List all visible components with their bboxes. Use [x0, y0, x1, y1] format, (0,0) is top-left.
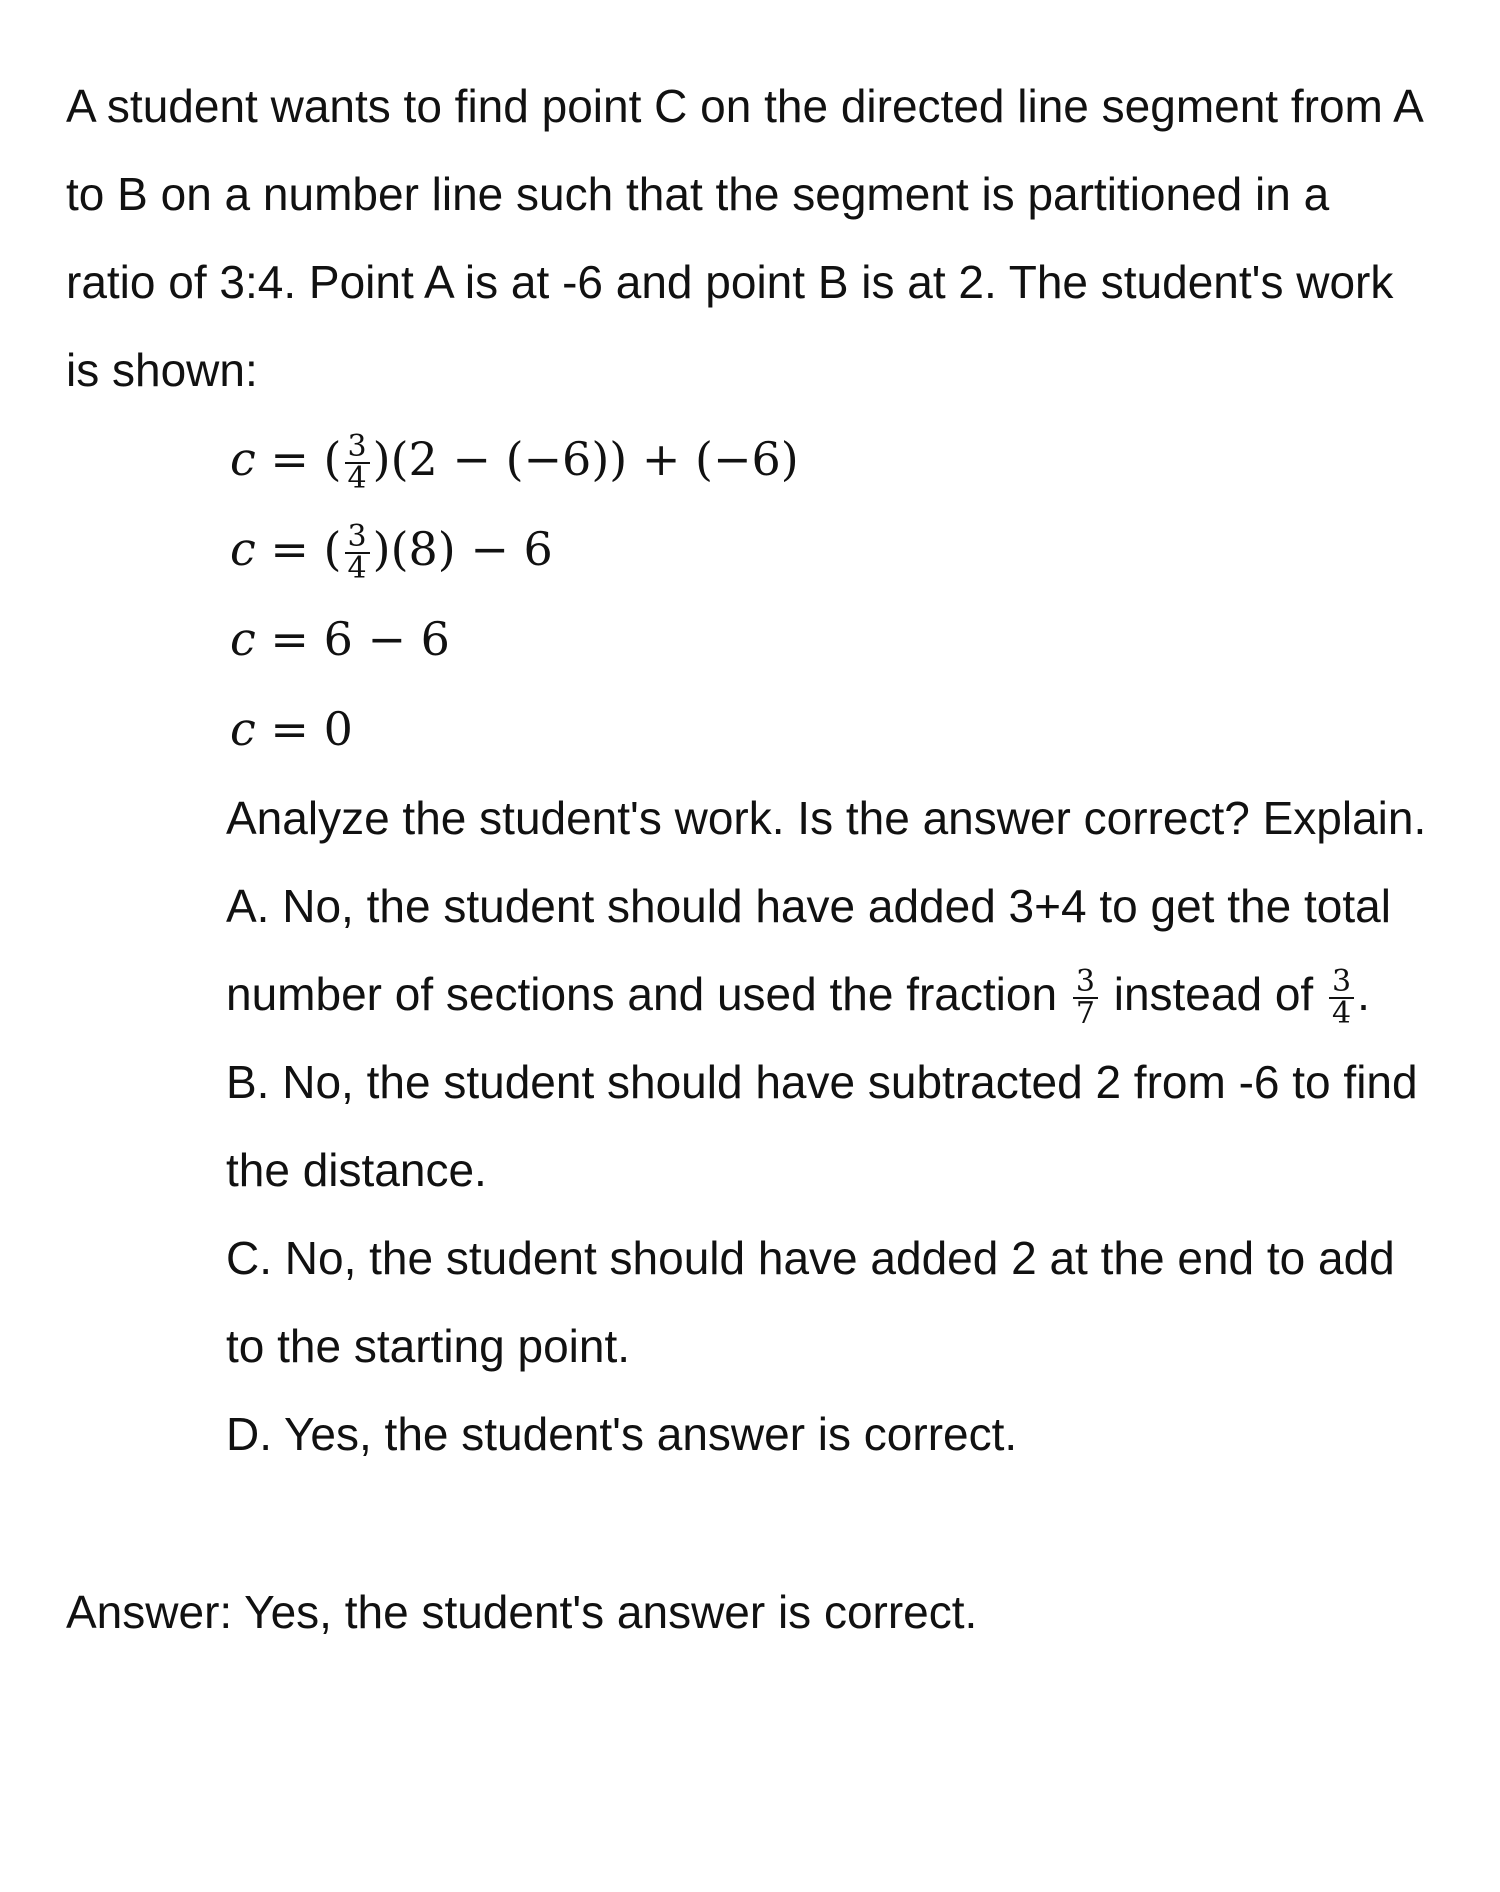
- expression: (2 − (−6)) + (−6): [390, 432, 799, 486]
- option-a-text-mid: instead of: [1113, 968, 1314, 1020]
- equals: =: [270, 702, 309, 756]
- numerator: 3: [1329, 967, 1354, 999]
- denominator: 4: [347, 551, 367, 586]
- work-line-1: c = ( $\frac{3}{4}$ )(2 − (−6)) + (−6): [230, 429, 799, 496]
- variable: c: [230, 432, 256, 486]
- option-a-period: .: [1357, 968, 1370, 1020]
- expression: 6 − 6: [323, 612, 450, 666]
- numerator: 3: [1073, 967, 1098, 999]
- equals: =: [270, 522, 309, 576]
- work-line-4: [230, 684, 1430, 774]
- numerator: 3: [345, 522, 370, 554]
- numerator: 3: [345, 432, 370, 464]
- fraction-3-7: [1073, 963, 1098, 1031]
- work-line-3: [230, 594, 1430, 684]
- equals: =: [270, 612, 309, 666]
- prompt-text: Analyze the student's work. Is the answer correct? Explain.: [226, 792, 1427, 844]
- equals: =: [270, 432, 309, 486]
- fraction: [345, 429, 370, 496]
- question-text: A student wants to find point C on the directed line segment from A to B on a number line such that the segment is partitioned in a ratio of 3:4. Point A is at -6 and point B is at 2. The student's work is shown:: [66, 80, 1422, 396]
- option-d: D. Yes, the student's answer is correct.: [226, 1408, 1018, 1460]
- student-work: [230, 414, 1430, 774]
- expression: (8) − 6: [390, 522, 553, 576]
- variable: c: [230, 612, 256, 666]
- variable: c: [230, 522, 256, 576]
- work-line-2: c = ( $\frac{3}{4}$ )(8) − 6: [230, 519, 553, 586]
- fraction: [345, 519, 370, 586]
- expression: 0: [323, 702, 353, 756]
- variable: c: [230, 702, 256, 756]
- option-c: C. No, the student should have added 2 at the end to add to the starting point.: [226, 1232, 1395, 1372]
- denominator: 7: [1075, 995, 1095, 1031]
- prompt-and-options: [226, 774, 1430, 1478]
- answer-text: Answer: Yes, the student's answer is correct.: [66, 1586, 978, 1638]
- fraction-3-4: [1329, 963, 1354, 1031]
- option-a: [226, 862, 1430, 1038]
- option-b: B. No, the student should have subtracted 2 from -6 to find the distance.: [226, 1056, 1418, 1196]
- denominator: 4: [347, 461, 367, 496]
- option-a-text: A. No, the student should have added 3+4 to get the total number of sections and used the fraction: [226, 880, 1391, 1020]
- denominator: 4: [1331, 995, 1352, 1031]
